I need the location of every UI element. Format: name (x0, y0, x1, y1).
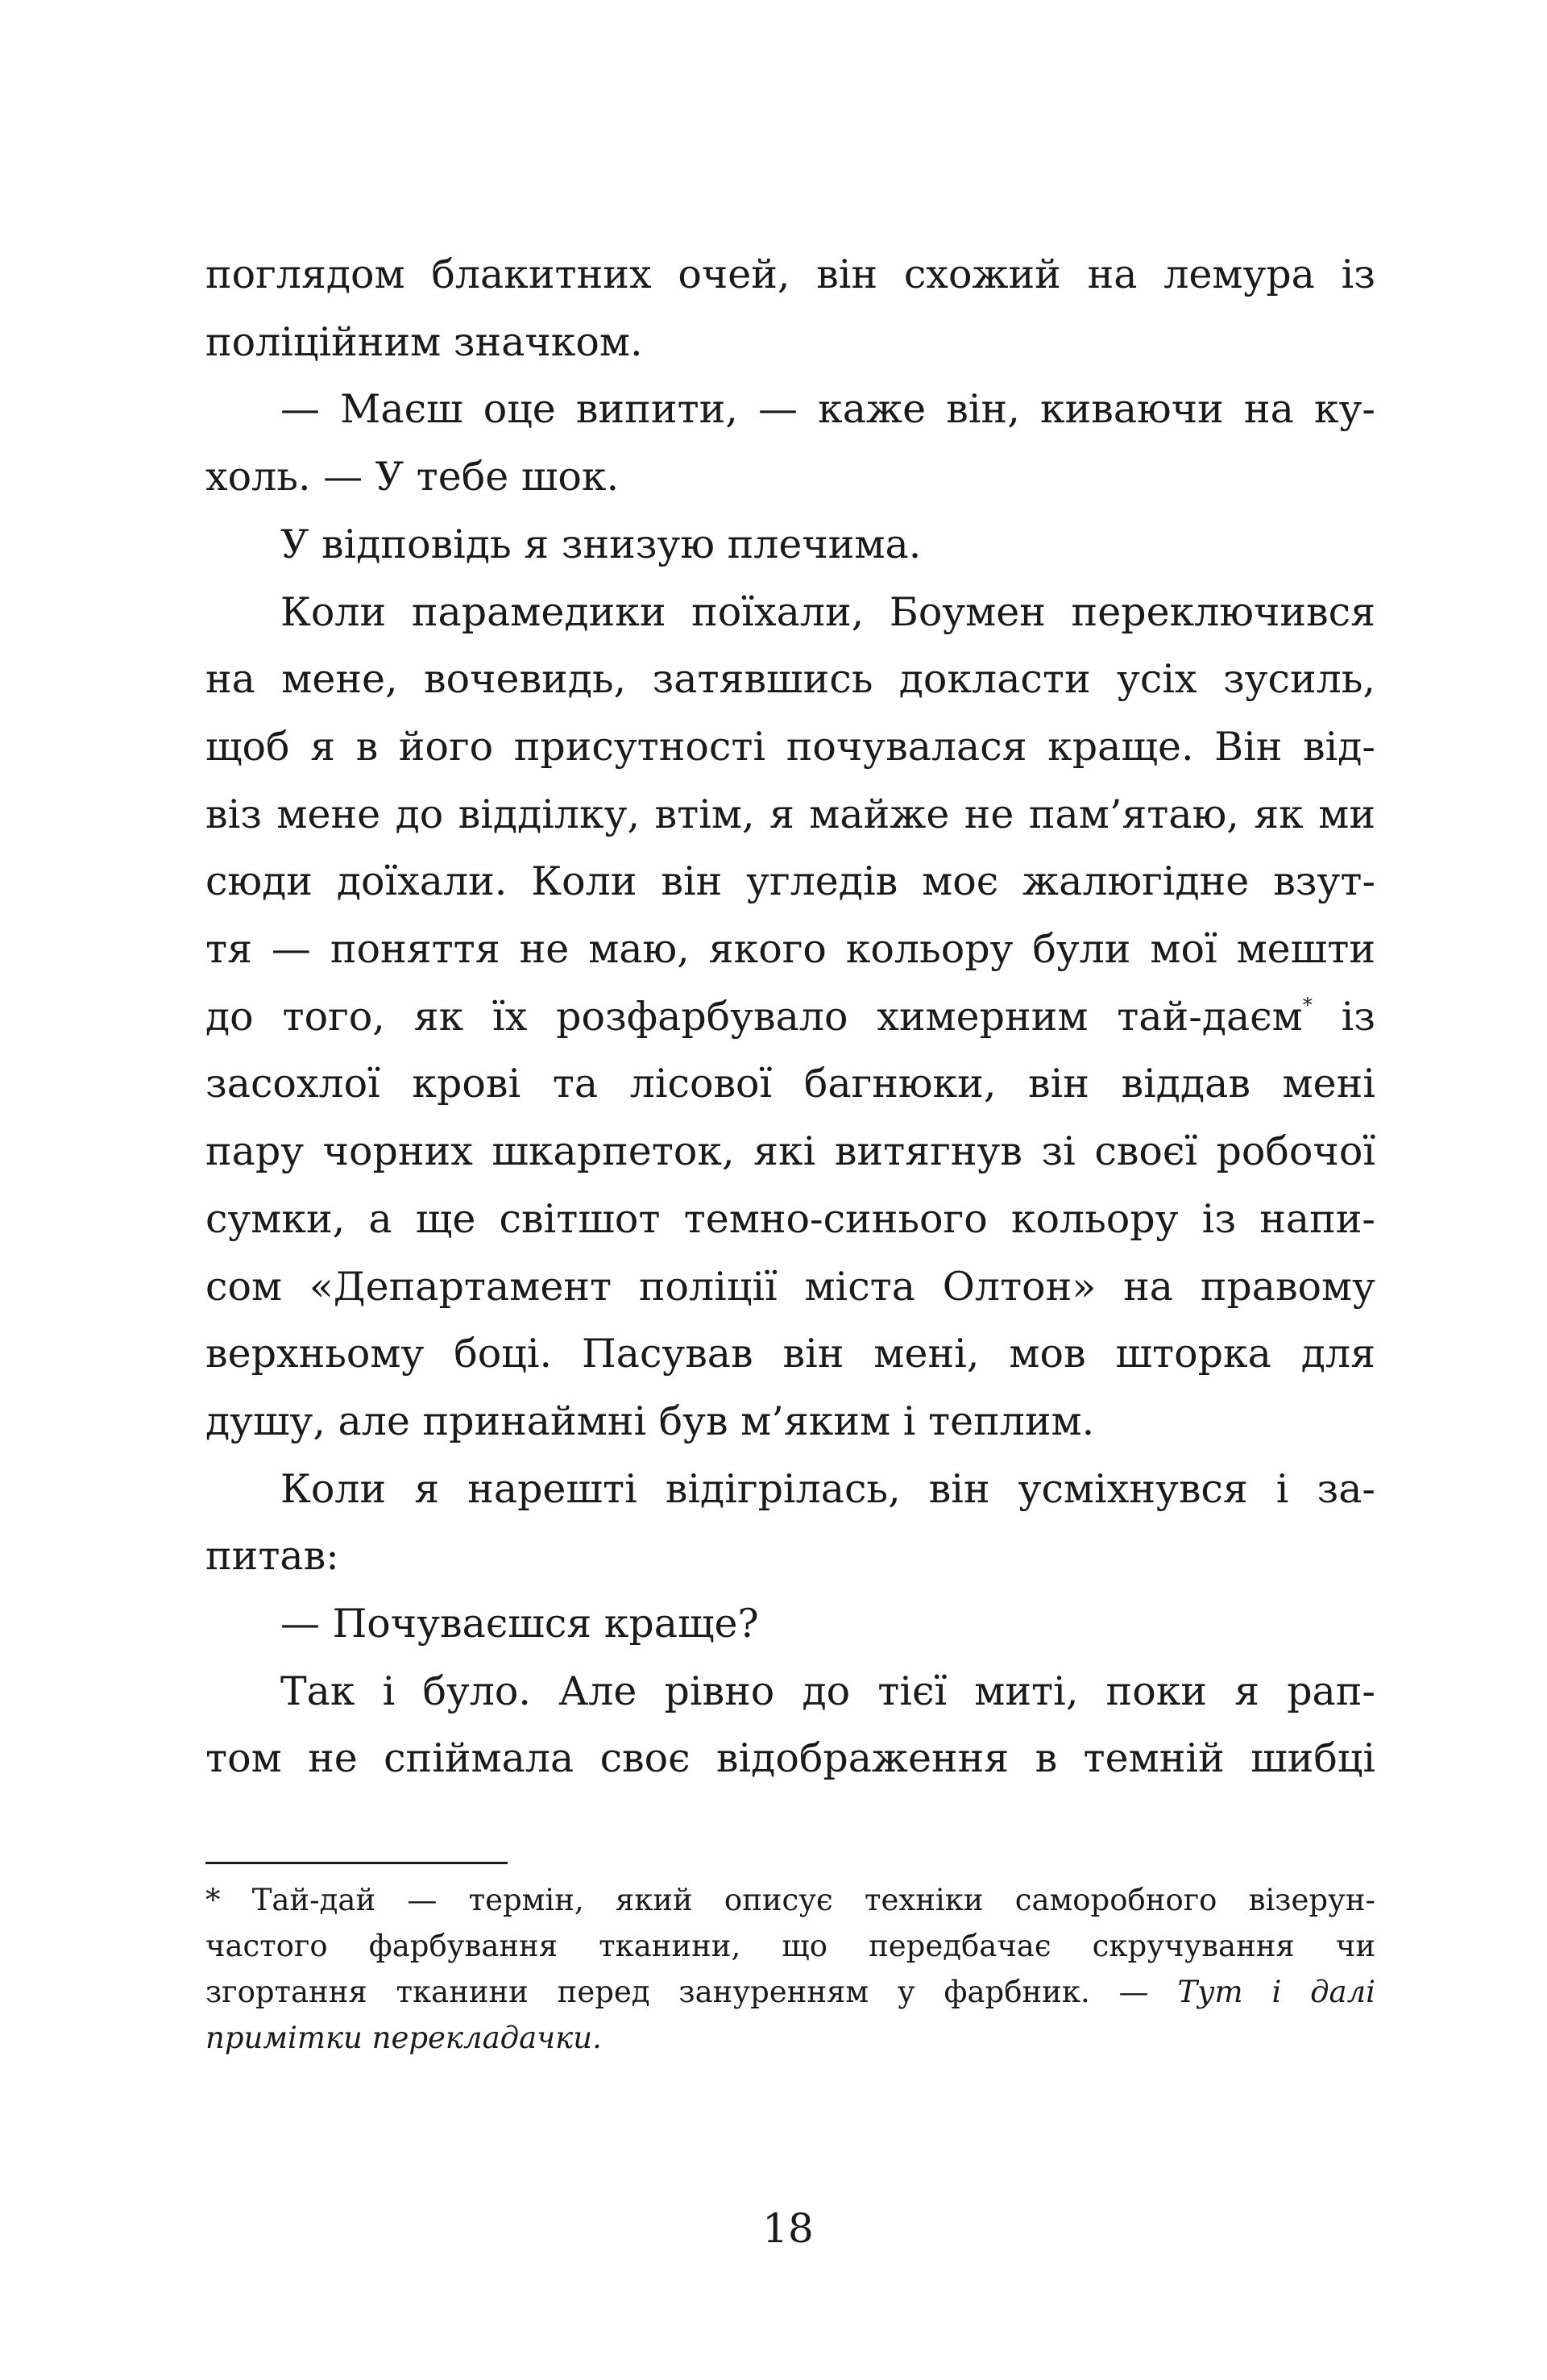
text-line (205, 453, 1375, 501)
text-line (205, 1734, 1375, 1783)
text-line-content: засохлої крові та лісової багнюки, він віддав мені (205, 1061, 1375, 1107)
text-line-content: холь. — У тебе шок. (205, 454, 620, 501)
footnote-italic-text: Тут і далі (1177, 1975, 1376, 2009)
text-line-content: на мене, вочевидь, затявшись докласти усіх зусиль, (205, 656, 1375, 703)
page-number: 18 (762, 2205, 814, 2252)
footnote-text: * Тай-дай — термін, який описує техніки саморобного візерун- (205, 1883, 1375, 1917)
text-line-content: сумки, а ще світшот темно-синього кольору із напи- (205, 1195, 1375, 1242)
text-line (205, 993, 1375, 1041)
text-line (205, 1330, 1375, 1378)
text-line (280, 521, 1375, 569)
text-line-content: том не спіймала своє відображення в темній шибці (205, 1735, 1375, 1782)
text-line-content: тя — поняття не маю, якого кольору були мої мешти (205, 926, 1375, 972)
text-line-content: — Почуваєшся краще? (280, 1601, 759, 1647)
footnote-text: частого фарбування тканини, що передбачає скручування чи (205, 1929, 1375, 1963)
text-line-content: Коли парамедики поїхали, Боумен переключився (280, 588, 1375, 635)
footnote-divider (205, 1862, 508, 1864)
text-line-content: поглядом блакитних очей, він схожий на лемура із (205, 251, 1375, 297)
footnote-text: згортання тканини перед зануренням у фарбник. — (205, 1975, 1178, 2009)
footnote-line (205, 2018, 1375, 2058)
text-line-content: пару чорних шкарпеток, які витягнув зі своєї робочої (205, 1128, 1375, 1175)
text-line (280, 1465, 1375, 1514)
footnote-marker: * (1302, 993, 1313, 1016)
text-line-content: сюди доїхали. Коли він угледів моє жалюгідне взут- (205, 858, 1375, 905)
text-line-content: питав: (205, 1533, 339, 1580)
text-line (205, 1398, 1375, 1446)
text-line (205, 858, 1375, 906)
text-line (280, 1600, 1375, 1648)
text-line (205, 791, 1375, 839)
text-line-tail: із (1312, 993, 1375, 1040)
text-line-content: поліційним значком. (205, 318, 643, 365)
text-line (205, 318, 1375, 367)
footnote-line (205, 1972, 1375, 2012)
footnote-line (205, 1880, 1375, 1921)
text-line-content: до того, як їх розфарбувало химерним тай-даєм (205, 993, 1303, 1040)
footnote-italic-text: примітки перекладачки. (205, 2021, 602, 2055)
text-line-content: щоб я в його присутності почувалася краще. Він від- (205, 723, 1375, 770)
text-line-content: У відповідь я знизую плечима. (280, 521, 922, 567)
text-line (280, 385, 1375, 434)
text-line (280, 588, 1375, 637)
text-line-content: Так і було. Але рівно до тієї миті, поки я рап- (280, 1668, 1375, 1714)
text-line (205, 1195, 1375, 1244)
text-line (280, 1668, 1375, 1716)
text-line-content: сом «Департамент поліції міста Олтон» на правому (205, 1263, 1375, 1310)
text-line (205, 655, 1375, 704)
text-line (205, 1532, 1375, 1580)
text-line (205, 1128, 1375, 1176)
text-line (205, 251, 1375, 299)
text-line (205, 723, 1375, 771)
text-line-content: віз мене до відділку, втім, я майже не пам’ятаю, як ми (205, 791, 1375, 837)
text-line (205, 925, 1375, 974)
text-line (205, 1060, 1375, 1108)
text-line (205, 1263, 1375, 1311)
footnote-line (205, 1926, 1375, 1967)
text-line-content: верхньому боці. Пасував він мені, мов шторка для (205, 1331, 1375, 1377)
text-line-content: — Маєш оце випити, — каже він, киваючи на ку- (280, 386, 1375, 433)
text-line-content: душу, але принаймні був м’яким і теплим. (205, 1398, 1095, 1444)
text-line-content: Коли я нарешті відігрілась, він усміхнувся і за- (280, 1465, 1375, 1512)
